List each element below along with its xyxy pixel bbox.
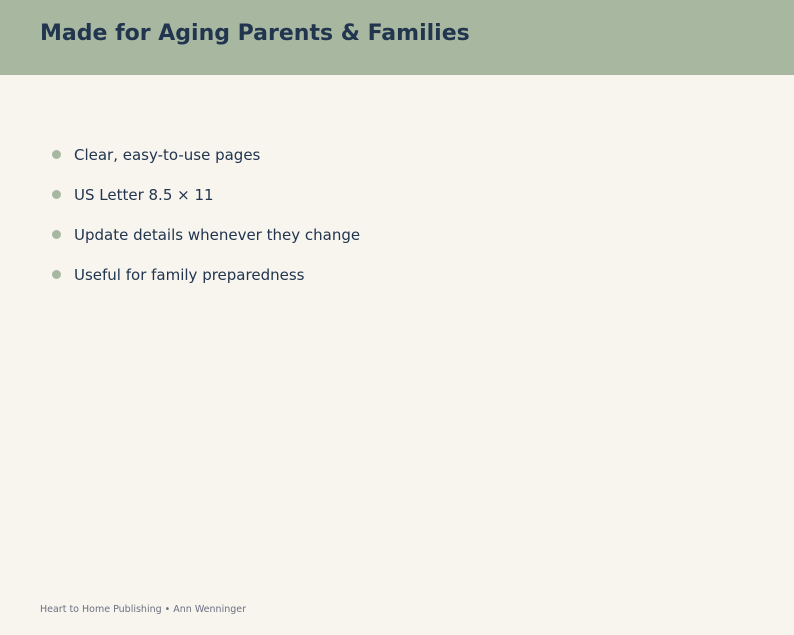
list-item-text: US Letter 8.5 × 11 [74,186,214,204]
page-title: Made for Aging Parents & Families [40,21,470,46]
list-item [52,142,360,182]
list-item-text: Update details whenever they change [74,226,361,244]
footer-credit: Heart to Home Publishing • Ann Wenninger [40,604,247,615]
bullet-dot-icon [52,230,61,239]
list-item-text: Clear, easy-to-use pages [74,146,261,164]
list-item [52,262,360,302]
list-item [52,222,360,262]
list-item-text: Useful for family preparedness [74,266,305,284]
feature-list [52,142,360,302]
bullet-dot-icon [52,190,61,199]
list-item [52,182,360,222]
header-banner [0,0,794,75]
bullet-dot-icon [52,270,61,279]
bullet-dot-icon [52,150,61,159]
